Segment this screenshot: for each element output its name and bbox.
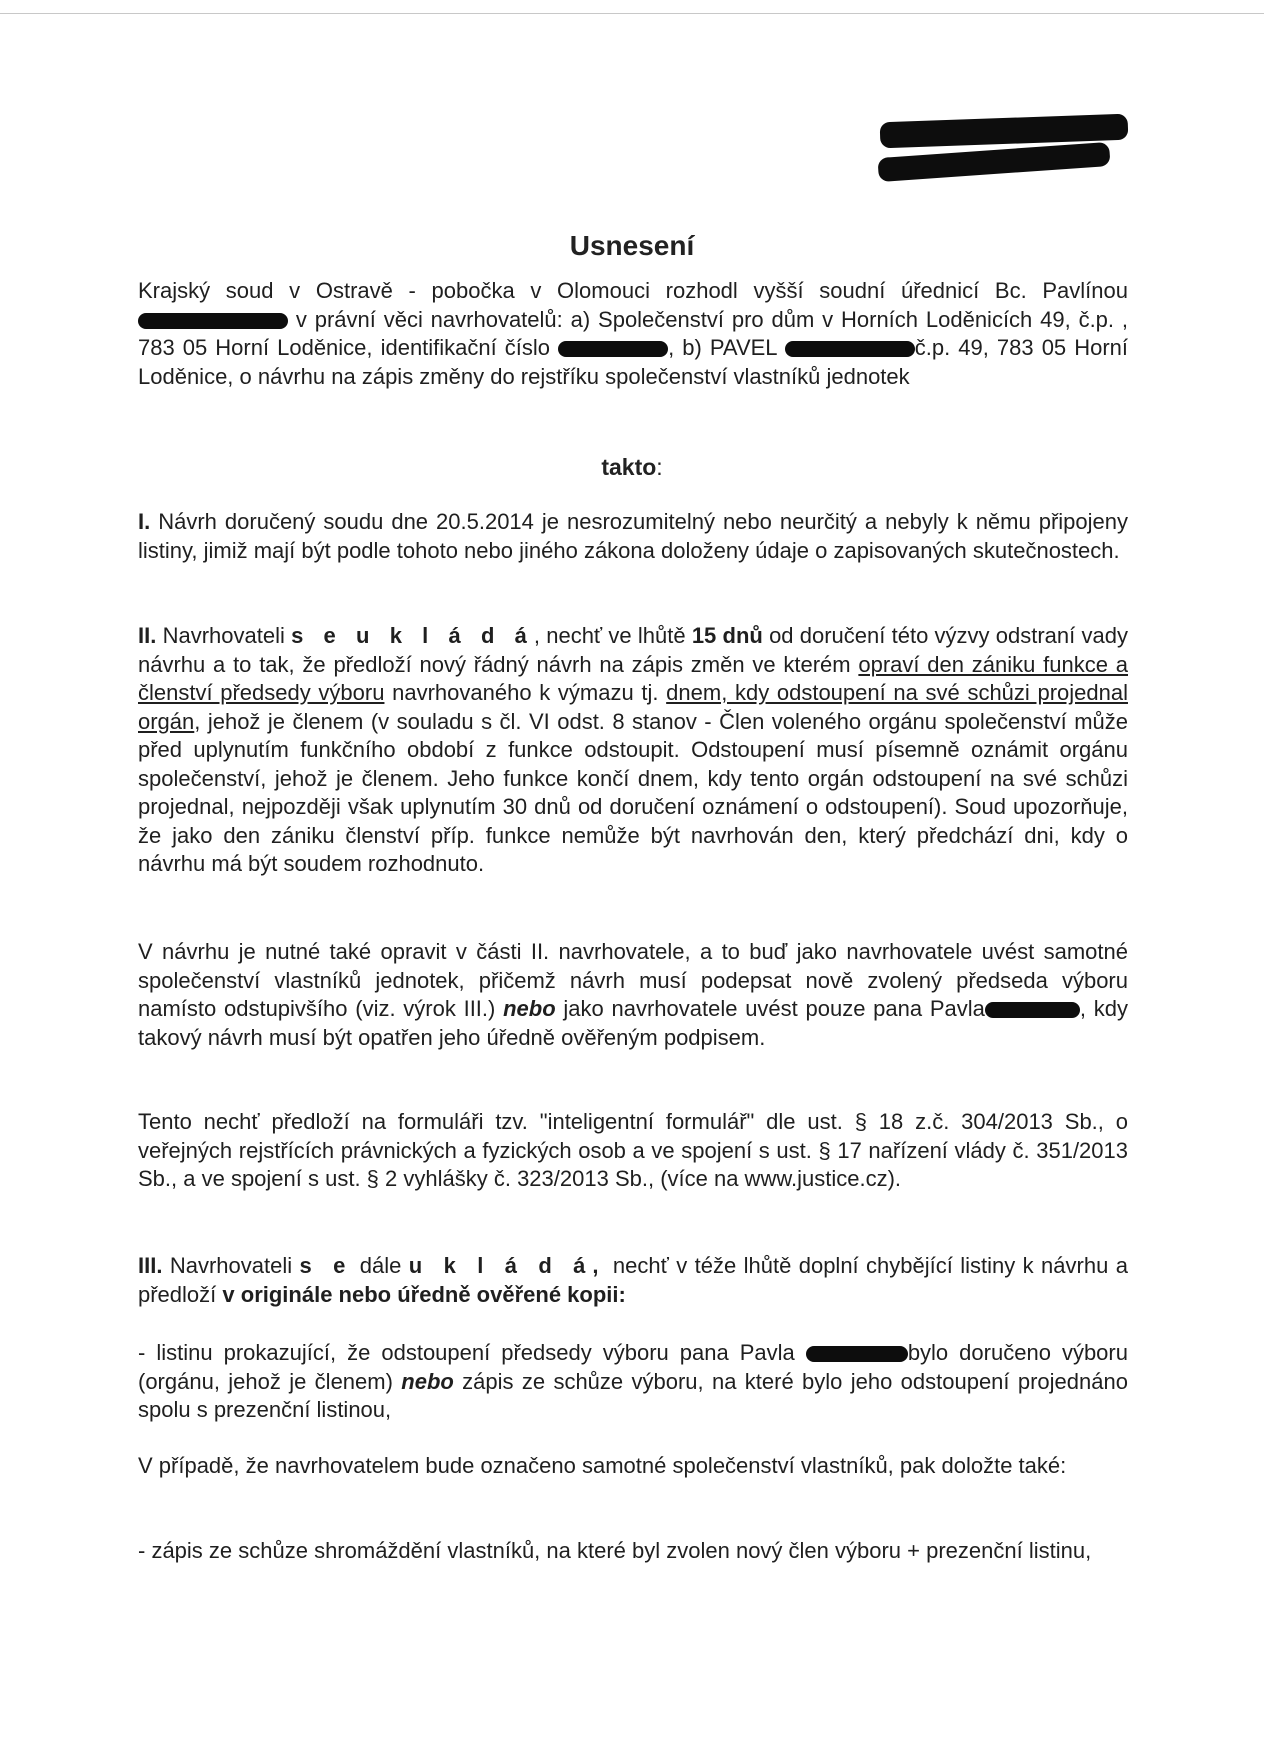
- takto-colon: :: [656, 454, 663, 480]
- redacted-identification-number: [558, 341, 668, 357]
- navrh-text-2: jako navrhovatele uvést pouze pana Pavla: [563, 996, 985, 1021]
- intro-text-1: Krajský soud v Ostravě - pobočka v Olomouci rozhodl vyšší soudní úřednicí Bc. Pavlínou: [138, 278, 1128, 303]
- listinu-text-1: - listinu prokazující, že odstoupení předsedy výboru pana Pavla: [138, 1340, 795, 1365]
- navrh-nebo: nebo: [503, 996, 556, 1021]
- section-ii-underline-2: dnem, kdy odstoupení na své schůzi projednal orgán: [138, 680, 1128, 734]
- intro-text-3: , b) PAVEL: [668, 335, 777, 360]
- takto-heading: [0, 454, 1264, 481]
- list-item-resignation-document: [138, 1339, 1128, 1425]
- section-ii-underline-1: opraví den zániku funkce a členství předsedy výboru: [138, 651, 1128, 705]
- section-ii-text-2: , nechť ve lhůtě: [533, 623, 686, 648]
- redacted-clerk-surname: [138, 313, 288, 329]
- section-iii-text-1: Navrhovateli: [169, 1253, 293, 1278]
- navrh-text-3: , kdy takový návrh musí být opatřen jeho úředně ověřeným podpisem.: [138, 996, 1128, 1050]
- section-ii-label: II.: [138, 623, 157, 648]
- section-iii: [138, 1252, 1128, 1309]
- section-ii-text-4: navrhovaného k výmazu tj.: [392, 680, 659, 705]
- redacted-pavel-surname-2: [806, 1346, 908, 1362]
- navrh-text-1: V návrhu je nutné také opravit v části II. navrhovatele, a to buď jako navrhovatele uvést samotné společenství vlastníků jednotek, přičemž návrh musí podepsat nově zvolený předseda výboru namísto odstupivšího (viz. výrok III.): [138, 939, 1128, 1021]
- section-ii-text-1: Navrhovateli: [162, 623, 285, 648]
- section-iii-text-3: nechť v téže lhůtě doplní chybějící listiny k návrhu a předloží: [138, 1253, 1128, 1307]
- section-iii-text-2: dále: [359, 1253, 402, 1278]
- intro-text-4: č.p. 49, 783 05 Horní Loděnice, o návrhu na zápis změny do rejstříku společenství vlastníků jednotek: [138, 335, 1129, 389]
- scan-top-edge: [0, 13, 1264, 14]
- listinu-text-2: bylo doručeno výboru (orgánu, jehož je členem): [138, 1340, 1128, 1394]
- section-iii-uklada: u k l á d á,: [408, 1253, 606, 1278]
- intro-text-2: v právní věci navrhovatelů: a) Společenství pro dům v Horních Loděnicích 49, č.p. , 783 05 Horní Loděnice, identifikační číslo: [138, 306, 1128, 360]
- section-iii-se: s e: [299, 1253, 353, 1278]
- section-i: [138, 508, 1128, 565]
- redacted-pavel-surname: [985, 1002, 1080, 1018]
- form-instructions-paragraph: Tento nechť předloží na formuláři tzv. "inteligentní formulář" dle ust. § 18 z.č. 304/2013 Sb., o veřejných rejstřících právnických a fyzických osob a ve spojení s ust. § 17 nařízení vlády č. 351/2013 Sb., a ve spojení s ust. § 2 vyhlášky č. 323/2013 Sb., (více na www.justice.cz).: [138, 1109, 1128, 1191]
- takto-word: takto: [601, 454, 657, 480]
- redacted-file-mark: [877, 142, 1110, 182]
- list-item-meeting-minutes: - zápis ze schůze shromáždění vlastníků, na které byl zvolen nový člen výboru + prezenční listinu,: [138, 1538, 1092, 1563]
- section-ii-uklada: s e u k l á d á: [291, 623, 534, 648]
- section-ii-deadline: 15 dnů: [691, 623, 763, 648]
- listinu-text-3: zápis ze schůze výboru, na které bylo jeho odstoupení projednáno spolu s prezenční listinou,: [138, 1368, 1128, 1422]
- section-ii-text-3: od doručení této výzvy odstraní vady návrhu a to tak, že předloží nový řádný návrh na zápis změn ve kterém: [138, 623, 1128, 677]
- redacted-applicant-surname: [785, 341, 915, 357]
- navrh-correction-paragraph: [138, 938, 1128, 1052]
- document-title: Usnesení: [569, 230, 695, 261]
- owners-case-paragraph: V případě, že navrhovatelem bude označeno samotné společenství vlastníků, pak doložte také:: [138, 1453, 1067, 1478]
- listinu-nebo: nebo: [401, 1368, 454, 1394]
- intro-paragraph: [138, 277, 1128, 391]
- section-i-text: Návrh doručený soudu dne 20.5.2014 je nesrozumitelný nebo neurčitý a nebyly k němu připojeny listiny, jimiž mají být podle tohoto nebo jiného zákona doloženy údaje o zapisovaných skutečnostech.: [138, 509, 1128, 563]
- section-ii-text-5: , jehož je členem (v souladu s čl. VI odst. 8 stanov - Člen voleného orgánu společenství může před uplynutím funkčního období z funkce odstoupit. Odstoupení musí písemně oznámit orgánu společenství, jehož je členem. Jeho funkce končí dnem, kdy tento orgán odstoupení na své schůzi projednal, nejpozději však uplynutím 30 dnů od doručení oznámení o odstoupení). Soud upozorňuje, že jako den zániku členství příp. funkce nemůže být navrhován den, který předchází dni, kdy o návrhu má být soudem rozhodnuto.: [138, 708, 1128, 876]
- section-iii-label: III.: [138, 1253, 163, 1278]
- section-iii-bold-end: v originále nebo úředně ověřené kopii:: [222, 1281, 626, 1307]
- section-ii: [138, 622, 1128, 879]
- section-i-label: I.: [138, 509, 151, 534]
